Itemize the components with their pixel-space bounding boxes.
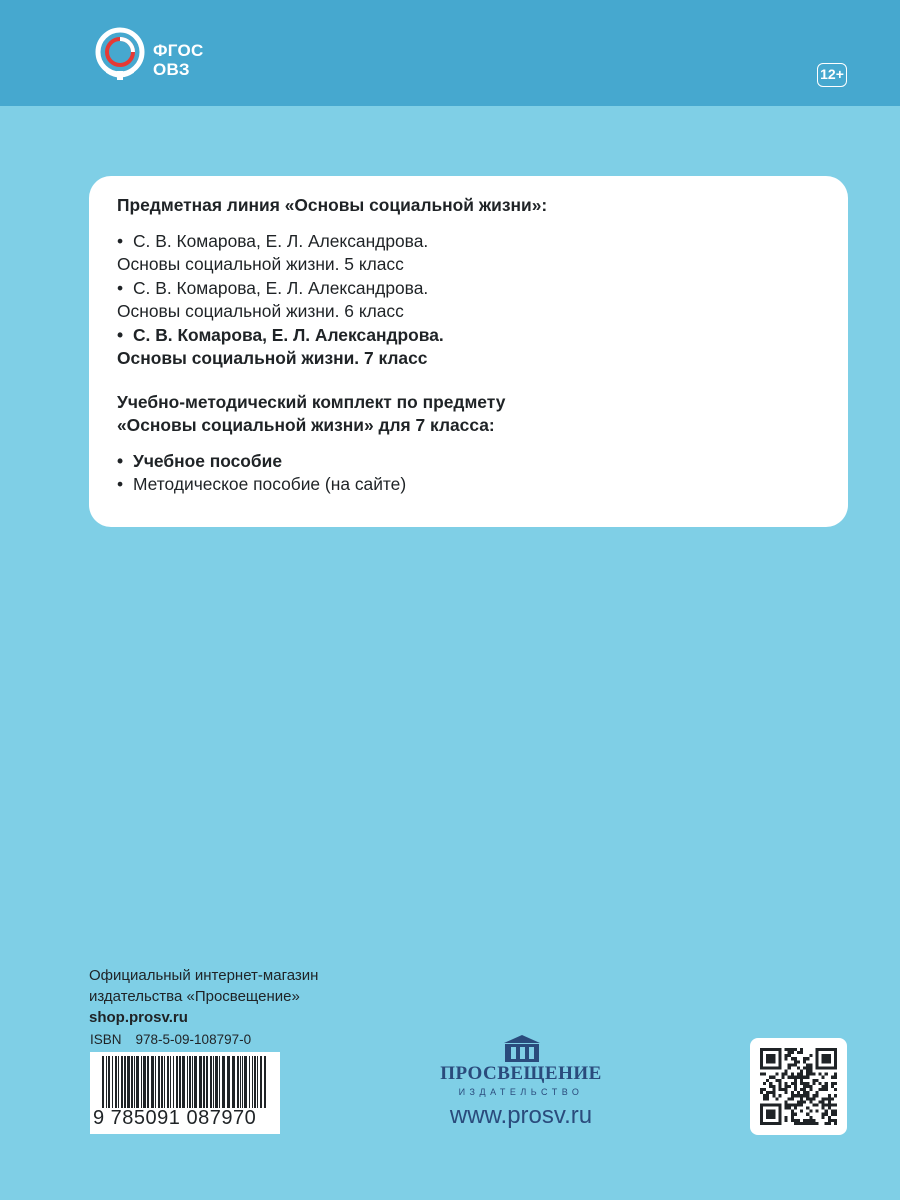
shop-line-1: Официальный интернет-магазин xyxy=(89,967,319,984)
kit-item-textbook: • Учебное пособие xyxy=(117,450,817,474)
isbn-label xyxy=(90,1032,251,1047)
shop-info xyxy=(89,965,318,1028)
barcode xyxy=(90,1052,280,1134)
qr-code-icon xyxy=(760,1048,837,1125)
isbn-number: 978-5-09-108797-0 xyxy=(135,1032,252,1047)
prosveshchenie-logo-icon xyxy=(500,1033,544,1063)
card-content xyxy=(117,194,817,497)
fgos-logo-text xyxy=(153,41,204,79)
series-heading: Предметная линия «Основы социальной жизни»: xyxy=(117,195,548,215)
barcode-digits: 9 785091 087970 xyxy=(93,1107,257,1129)
publisher-subtitle: ИЗДАТЕЛЬСТВО xyxy=(458,1087,584,1097)
isbn-prefix: ISBN xyxy=(90,1032,122,1047)
series-item-3-title: Основы социальной жизни. 7 класс xyxy=(117,348,428,368)
kit-heading-line-2: «Основы социальной жизни» для 7 класса: xyxy=(117,415,495,435)
publisher-website: www.prosv.ru xyxy=(449,1102,593,1129)
age-rating-badge: 12+ xyxy=(817,63,847,87)
series-item-2-title: Основы социальной жизни. 6 класс xyxy=(117,301,404,321)
series-item-1-title: Основы социальной жизни. 5 класс xyxy=(117,254,404,274)
fgos-globe-icon xyxy=(92,24,152,84)
series-item-2-authors: • С. В. Комарова, Е. Л. Александрова. xyxy=(117,277,817,301)
info-card xyxy=(89,176,848,527)
kit-item-method-guide: • Методическое пособие (на сайте) xyxy=(117,473,817,497)
shop-line-2: издательства «Просвещение» xyxy=(89,988,300,1005)
series-item-1-authors: • С. В. Комарова, Е. Л. Александрова. xyxy=(117,230,817,254)
shop-url: shop.prosv.ru xyxy=(89,1009,188,1026)
kit-heading-line-1: Учебно-методический комплект по предмету xyxy=(117,391,506,412)
series-item-3-authors: • С. В. Комарова, Е. Л. Александрова. xyxy=(117,324,817,348)
qr-code xyxy=(750,1038,847,1135)
ovz-label: ОВЗ xyxy=(153,60,190,79)
fgos-label: ФГОС xyxy=(153,41,204,60)
barcode-bars xyxy=(102,1056,268,1108)
publisher-name: ПРОСВЕЩЕНИЕ xyxy=(440,1063,602,1084)
